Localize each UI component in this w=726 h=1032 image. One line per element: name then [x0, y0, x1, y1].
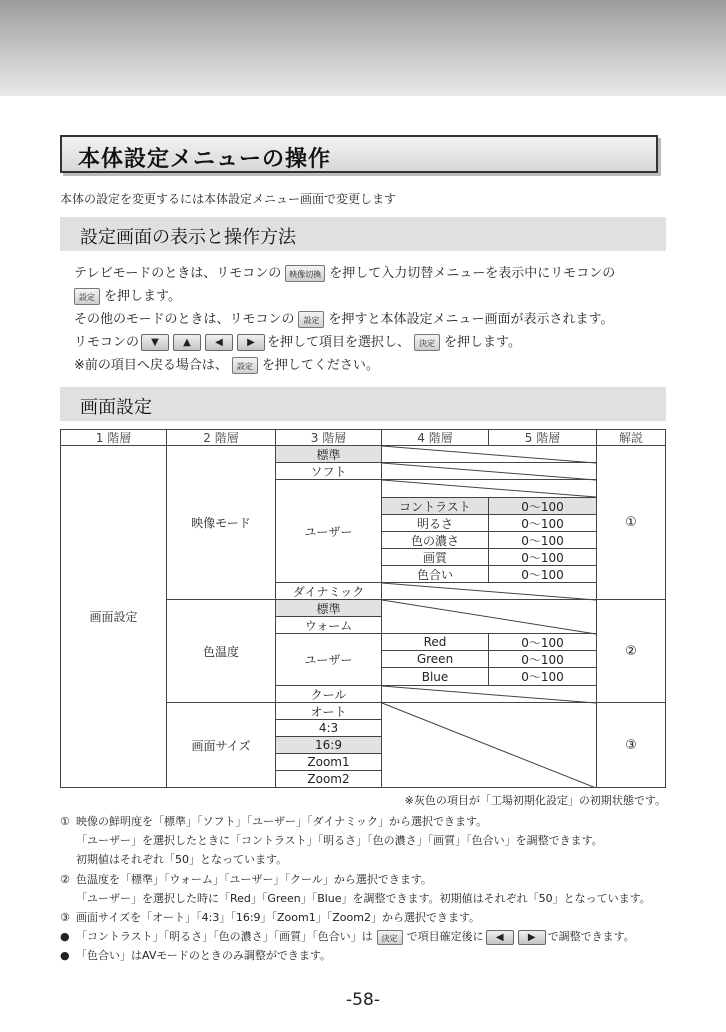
note-ref-2: ②	[596, 599, 666, 703]
level3-item: 標準	[275, 445, 382, 463]
level4-item: コントラスト	[381, 497, 489, 515]
instr-text: を押します。	[104, 289, 181, 304]
settings-key-icon: 設定	[232, 357, 258, 374]
note-text: 「ユーザー」を選択した時に「Red」「Green」「Blue」を調整できます。初期値はそれぞれ「50」となっています。	[76, 891, 651, 905]
instr-text: を押して入力切替メニューを表示中にリモコンの	[329, 266, 616, 281]
instr-text: を押してください。	[261, 358, 379, 373]
level5-range: 0〜100	[488, 650, 597, 668]
note-1-line-2	[60, 831, 680, 850]
instr-text: を押すと本体設定メニュー画面が表示されます。	[328, 312, 614, 327]
instr-text: テレビモードのときは、リモコンの	[74, 266, 282, 281]
table-header: 3 階層	[275, 429, 382, 446]
level5-range: 0〜100	[488, 531, 597, 549]
left-arrow-key-icon: ◀	[486, 930, 514, 945]
level3-item: Zoom2	[275, 770, 382, 788]
note-marker: ①	[60, 815, 70, 828]
level3-item: 16:9	[275, 736, 382, 754]
note-ref-3: ③	[596, 702, 666, 788]
intro-text: 本体の設定を変更するには本体設定メニュー画面で変更します	[60, 192, 397, 206]
empty-cell	[381, 582, 597, 600]
bullet-icon: ●	[60, 949, 70, 963]
empty-cell	[381, 445, 597, 463]
table-header: 5 階層	[488, 429, 597, 446]
empty-cell	[381, 685, 597, 703]
settings-key-icon: 設定	[74, 288, 100, 305]
empty-cell	[381, 702, 597, 788]
table-header: 2 階層	[166, 429, 276, 446]
level2-picture-mode: 映像モード	[166, 445, 276, 600]
instr-line-3	[74, 308, 674, 331]
level3-item: クール	[275, 685, 382, 703]
level4-item: 色の濃さ	[381, 531, 489, 549]
instr-line-1	[74, 262, 674, 285]
note-text: 「コントラスト」「明るさ」「色の濃さ」「画質」「色合い」は	[76, 930, 373, 944]
bullet-2	[60, 946, 680, 965]
table-header: 1 階層	[60, 429, 167, 446]
note-2-line-1	[60, 870, 680, 889]
note-text: で調整できます。	[547, 930, 635, 944]
level4-item: Blue	[381, 667, 489, 686]
left-arrow-key-icon: ◀	[205, 334, 233, 351]
instr-line-4	[74, 331, 674, 354]
level4-item: 明るさ	[381, 514, 489, 532]
up-arrow-key-icon: ▲	[173, 334, 201, 351]
table-header: 解説	[596, 429, 666, 446]
right-arrow-key-icon: ▶	[518, 930, 546, 945]
page-title: 本体設定メニューの操作	[78, 147, 332, 172]
level3-item: Zoom1	[275, 753, 382, 771]
settings-key-icon: 設定	[298, 311, 324, 328]
section-heading-display-text: 設定画面の表示と操作方法	[80, 227, 296, 248]
level5-range: 0〜100	[488, 565, 597, 583]
note-marker: ③	[60, 911, 70, 925]
level3-item: ダイナミック	[275, 582, 382, 600]
level5-range: 0〜100	[488, 633, 597, 651]
level3-item: 標準	[275, 599, 382, 617]
level3-item: ユーザー	[275, 633, 382, 686]
bullet-icon: ●	[60, 930, 70, 944]
section-heading-screen	[60, 387, 666, 421]
level3-item: ユーザー	[275, 479, 382, 583]
note-1-line-3	[60, 850, 680, 869]
level5-range: 0〜100	[488, 497, 597, 515]
empty-cell	[381, 599, 597, 634]
instr-line-2	[74, 285, 674, 308]
empty-cell	[381, 462, 597, 480]
grey-item-note: ※灰色の項目が「工場初期化設定」の初期状態です。	[404, 794, 666, 807]
note-marker: ②	[60, 872, 70, 886]
instructions	[74, 262, 674, 377]
level5-range: 0〜100	[488, 514, 597, 532]
note-1-line-1	[60, 812, 680, 831]
header-band	[0, 0, 726, 96]
note-text: 「色合い」はAVモードのときのみ調整ができます。	[76, 949, 332, 963]
level2-color-temp: 色温度	[166, 599, 276, 703]
note-text: 初期値はそれぞれ「50」となっています。	[76, 853, 288, 867]
page-title-box	[60, 135, 658, 173]
note-text: 「ユーザー」を選択したときに「コントラスト」「明るさ」「色の濃さ」「画質」「色合い」を調整できます。	[76, 834, 603, 848]
instr-text: を押して項目を選択し、	[267, 335, 411, 350]
note-text: 映像の鮮明度を「標準」「ソフト」「ユーザー」「ダイナミック」から選択できます。	[76, 815, 488, 828]
instr-text: その他のモードのときは、リモコンの	[74, 312, 295, 327]
empty-cell	[381, 479, 597, 498]
instr-line-5	[74, 354, 674, 377]
level5-range: 0〜100	[488, 667, 597, 686]
section-heading-screen-text: 画面設定	[80, 397, 152, 418]
note-3-line-1	[60, 908, 680, 927]
instr-text: ※前の項目へ戻る場合は、	[74, 358, 228, 373]
note-text: 画面サイズを「オート」「4:3」「16:9」「Zoom1」「Zoom2」から選択できます。	[76, 911, 481, 925]
section-heading-display	[60, 217, 666, 251]
instr-text: リモコンの	[74, 335, 140, 350]
level3-item: ソフト	[275, 462, 382, 480]
level3-item: 4:3	[275, 719, 382, 737]
input-switch-key-icon: 映像切換	[285, 265, 325, 282]
right-arrow-key-icon: ▶	[237, 334, 265, 351]
explanation-notes	[60, 812, 680, 966]
bullet-1	[60, 927, 680, 946]
level5-range: 0〜100	[488, 548, 597, 566]
down-arrow-key-icon: ▼	[141, 334, 169, 351]
page-number: -58-	[346, 990, 380, 1010]
instr-text: を押します。	[444, 335, 521, 350]
note-text: で項目確定後に	[406, 930, 484, 944]
enter-key-icon: 決定	[377, 930, 403, 945]
level4-item: Red	[381, 633, 489, 651]
level4-item: 色合い	[381, 565, 489, 583]
note-ref-1: ①	[596, 445, 666, 600]
table-header: 4 階層	[381, 429, 489, 446]
level4-item: Green	[381, 650, 489, 668]
level3-item: オート	[275, 702, 382, 720]
note-text: 色温度を「標準」「ウォーム」「ユーザー」「クール」から選択できます。	[76, 872, 432, 886]
level3-item: ウォーム	[275, 616, 382, 634]
enter-key-icon: 決定	[414, 334, 440, 351]
note-2-line-2	[60, 889, 680, 908]
level2-screen-size: 画面サイズ	[166, 702, 276, 788]
level4-item: 画質	[381, 548, 489, 566]
settings-table	[60, 429, 666, 788]
level1-cell: 画面設定	[60, 445, 167, 788]
